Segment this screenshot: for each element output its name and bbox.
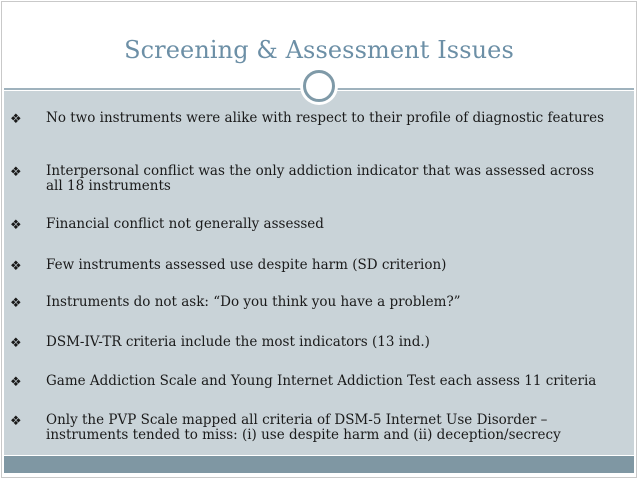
bullet-text: No two instruments were alike with respect to their profile of diagnostic features <box>46 110 605 126</box>
title-circle-ornament <box>303 70 335 102</box>
slide-title: Screening & Assessment Issues <box>124 36 514 64</box>
title-area <box>2 2 636 79</box>
bullet-diamond-icon: ❖ <box>10 296 22 311</box>
bullet-diamond-icon: ❖ <box>10 165 22 180</box>
footer-bar <box>4 456 634 473</box>
slide <box>1 1 637 478</box>
bullet-text: DSM-IV-TR criteria include the most indicators (13 ind.) <box>46 334 430 350</box>
bullet-text: Interpersonal conflict was the only addiction indicator that was assessed across all 18 instruments <box>46 163 595 194</box>
bullet-text: Instruments do not ask: “Do you think you have a problem?” <box>46 294 461 310</box>
bullet-text: Financial conflict not generally assessed <box>46 216 324 232</box>
bullet-diamond-icon: ❖ <box>10 414 22 429</box>
content-area <box>4 91 634 455</box>
bullet-text: Game Addiction Scale and Young Internet Addiction Test each assess 11 criteria <box>46 373 597 389</box>
bullet-diamond-icon: ❖ <box>10 375 22 390</box>
bullet-diamond-icon: ❖ <box>10 218 22 233</box>
bullet-diamond-icon: ❖ <box>10 336 22 351</box>
bullet-text: Few instruments assessed use despite harm (SD criterion) <box>46 257 447 273</box>
bullet-diamond-icon: ❖ <box>10 259 22 274</box>
bullet-text: Only the PVP Scale mapped all criteria of DSM-5 Internet Use Disorder – instruments tended to miss: (i) use despite harm and (ii) deception/secrecy <box>46 412 561 443</box>
bullet-diamond-icon: ❖ <box>10 112 22 127</box>
